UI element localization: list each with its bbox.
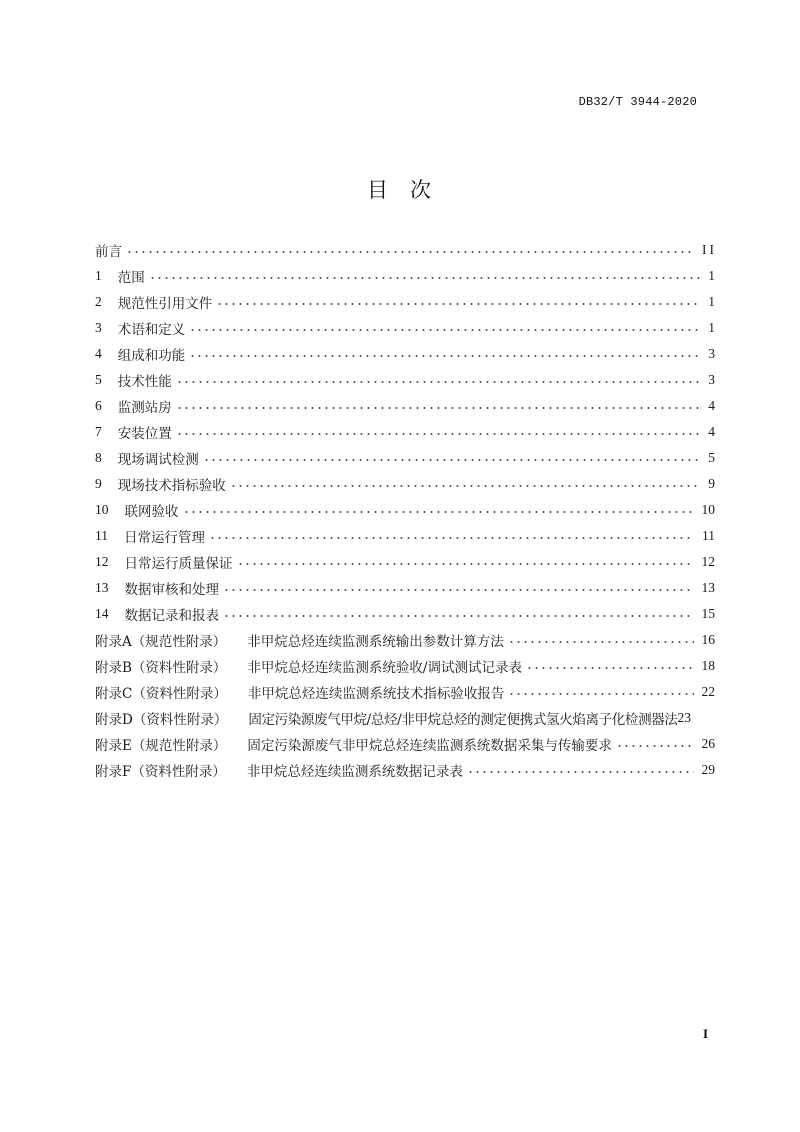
- toc-entry-number: 4: [95, 346, 102, 361]
- toc-entry-number: 9: [95, 476, 102, 491]
- dot-leader: [189, 351, 700, 361]
- toc-entry-label: 技术性能: [117, 374, 172, 390]
- toc-entry-appendix-e[interactable]: [95, 731, 715, 757]
- dot-leader: [223, 611, 694, 621]
- toc-entry-number: 2: [95, 294, 102, 309]
- appendix-prefix: 附录F（资料性附录）: [95, 764, 226, 780]
- toc-entry-label: 数据记录和报表: [124, 608, 219, 624]
- toc-entry-page: 29: [701, 762, 715, 777]
- toc-entry-page: 9: [708, 476, 715, 491]
- toc-entry-8[interactable]: [95, 445, 715, 471]
- toc-entry-page: 1: [708, 320, 715, 335]
- toc-entry-number: 7: [95, 424, 102, 439]
- document-standard-code: DB32/T 3944-2020: [578, 95, 697, 109]
- appendix-prefix: 附录B（资料性附录）: [95, 660, 227, 676]
- toc-entry-number: 14: [95, 606, 109, 621]
- toc-entry-label: 范围: [117, 270, 145, 286]
- toc-entry-label: 前言: [95, 244, 122, 260]
- toc-entry-page: 1: [708, 268, 715, 283]
- toc-entry-label: 联网验收: [124, 504, 179, 520]
- toc-entry-2[interactable]: [95, 289, 715, 315]
- toc-entry-page: 23: [677, 710, 692, 725]
- appendix-prefix: 附录C（资料性附录）: [95, 686, 227, 702]
- toc-entry-13[interactable]: [95, 575, 715, 601]
- toc-entry-label: 数据审核和处理: [124, 582, 219, 598]
- toc-entry-label: 规范性引用文件: [117, 296, 213, 312]
- toc-entry-label: 现场技术指标验收: [117, 478, 226, 494]
- toc-entry-page: 11: [702, 528, 715, 543]
- toc-entry-5[interactable]: [95, 367, 715, 393]
- toc-entry-label: 日常运行质量保证: [124, 556, 233, 572]
- dot-leader: [508, 637, 694, 647]
- dot-leader: [223, 585, 694, 595]
- toc-entry-page: 18: [701, 658, 715, 673]
- toc-entry-1[interactable]: [95, 263, 715, 289]
- toc-entry-label: 安装位置: [117, 426, 172, 442]
- toc-entry-page: 5: [708, 450, 715, 465]
- toc-entry-10[interactable]: [95, 497, 715, 523]
- dot-leader: [237, 559, 694, 569]
- toc-entry-page: 3: [708, 372, 715, 387]
- toc-entry-appendix-f[interactable]: [95, 757, 715, 783]
- toc-entry-number: 13: [95, 580, 109, 595]
- dot-leader: [616, 741, 694, 751]
- appendix-prefix: 附录A（规范性附录）: [95, 634, 227, 650]
- toc-entry-12[interactable]: [95, 549, 715, 575]
- toc-entry-label: 固定污染源废气非甲烷总烃连续监测系统数据采集与传输要求: [247, 738, 612, 754]
- toc-entry-page: 13: [701, 580, 715, 595]
- dot-leader: [183, 507, 694, 517]
- toc-entry-number: 10: [95, 502, 109, 517]
- toc-entry-label: 日常运行管理: [124, 530, 205, 546]
- dot-leader: [216, 299, 700, 309]
- toc-entry-number: 11: [95, 528, 108, 543]
- toc-entry-number: 5: [95, 372, 102, 387]
- toc-entry-page: 4: [708, 424, 715, 439]
- dot-leader: [203, 455, 701, 465]
- dot-leader: [176, 429, 701, 439]
- toc-entry-number: 3: [95, 320, 102, 335]
- toc-entry-14[interactable]: [95, 601, 715, 627]
- toc-entry-9[interactable]: [95, 471, 715, 497]
- toc-entry-page: 1: [708, 294, 715, 309]
- dot-leader: [467, 767, 694, 777]
- toc-entry-page: 15: [701, 606, 715, 621]
- toc-entry-4[interactable]: [95, 341, 715, 367]
- dot-leader: [526, 663, 694, 673]
- table-of-contents: [95, 237, 715, 783]
- dot-leader: [508, 689, 693, 699]
- toc-entry-page: 22: [701, 684, 715, 699]
- page-number: I: [703, 1026, 709, 1041]
- toc-entry-number: 8: [95, 450, 102, 465]
- toc-entry-label: 现场调试检测: [117, 452, 199, 468]
- toc-entry-number: 6: [95, 398, 102, 413]
- dot-leader: [209, 533, 694, 543]
- dot-leader: [230, 481, 701, 491]
- page-title: 目次: [366, 178, 454, 202]
- dot-leader: [126, 247, 694, 257]
- toc-entry-page: 12: [701, 554, 715, 569]
- toc-entry-appendix-c[interactable]: [95, 679, 715, 705]
- toc-entry-3[interactable]: [95, 315, 715, 341]
- toc-entry-label: 监测站房: [117, 400, 172, 416]
- toc-entry-page: 4: [708, 398, 715, 413]
- toc-entry-label: 术语和定义: [117, 322, 186, 338]
- toc-entry-label: 非甲烷总烃连续监测系统数据记录表: [246, 764, 463, 780]
- toc-entry-label: 组成和功能: [117, 348, 186, 364]
- appendix-prefix: 附录D（资料性附录）: [95, 712, 228, 728]
- toc-entry-page: 3: [708, 346, 715, 361]
- toc-entry-number: 12: [95, 554, 109, 569]
- appendix-prefix: 附录E（规范性附录）: [95, 738, 227, 754]
- toc-entry-label: 非甲烷总烃连续监测系统技术指标验收报告: [247, 686, 505, 702]
- toc-entry-page: II: [702, 242, 717, 257]
- toc-entry-page: 10: [701, 502, 715, 517]
- toc-entry-page: 16: [701, 632, 715, 647]
- toc-entry-appendix-a[interactable]: [95, 627, 715, 653]
- dot-leader: [189, 325, 700, 335]
- toc-entry-label: 非甲烷总烃连续监测系统输出参数计算方法: [247, 634, 504, 650]
- toc-entry-appendix-d[interactable]: [95, 705, 715, 731]
- toc-entry-label: 固定污染源废气甲烷/总烃/非甲烷总烃的测定便携式氢火焰离子化检测器法: [248, 712, 678, 728]
- toc-entry-label: 非甲烷总烃连续监测系统验收/调试测试记录表: [247, 660, 522, 676]
- dot-leader: [149, 273, 701, 283]
- toc-entry-page: 26: [701, 736, 715, 751]
- toc-entry-number: 1: [95, 268, 102, 283]
- toc-entry-6[interactable]: [95, 393, 715, 419]
- dot-leader: [176, 403, 701, 413]
- toc-entry-appendix-b[interactable]: [95, 653, 715, 679]
- toc-entry-foreword[interactable]: [95, 237, 715, 263]
- toc-entry-7[interactable]: [95, 419, 715, 445]
- toc-entry-11[interactable]: [95, 523, 715, 549]
- dot-leader: [176, 377, 701, 387]
